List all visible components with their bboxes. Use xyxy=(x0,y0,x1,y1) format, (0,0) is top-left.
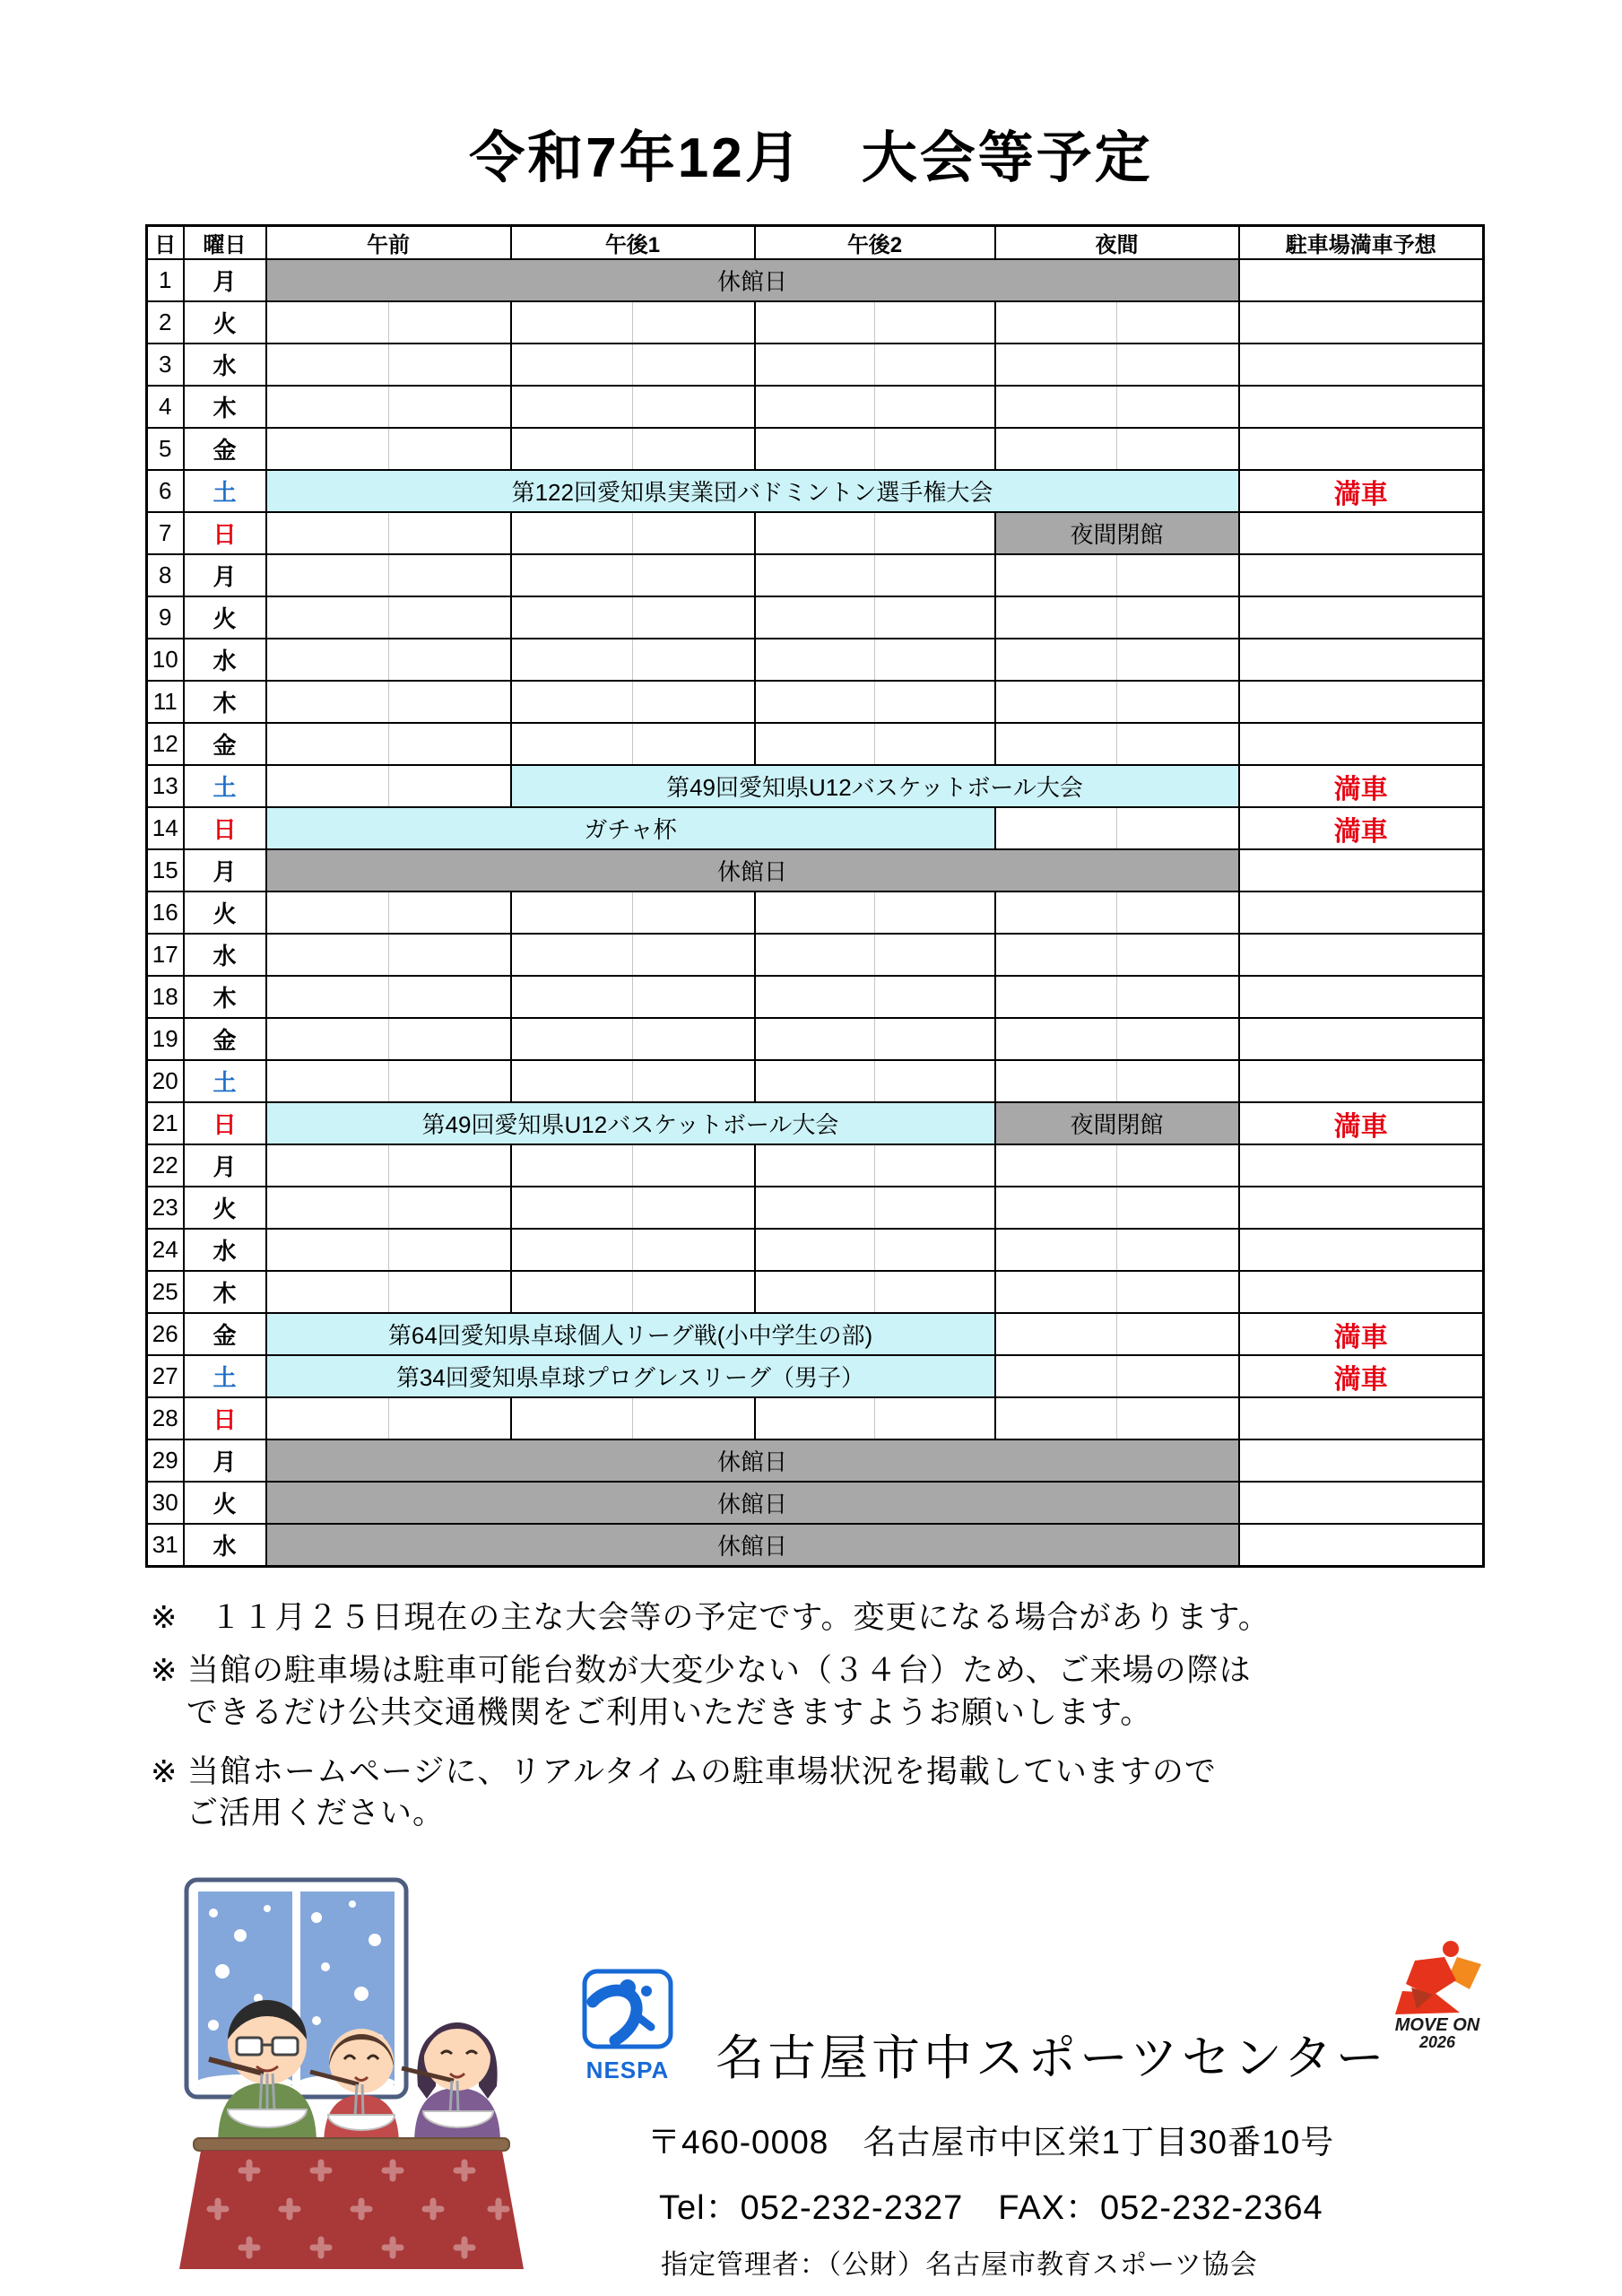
time-cell xyxy=(266,765,511,807)
parking-cell xyxy=(1239,934,1484,976)
time-cell xyxy=(755,344,995,386)
time-cell xyxy=(995,344,1239,386)
time-cell xyxy=(995,1187,1239,1229)
parking-cell xyxy=(1239,681,1484,723)
time-cell xyxy=(511,344,755,386)
time-cell xyxy=(511,428,755,470)
closed-cell: 休館日 xyxy=(266,1524,1239,1567)
time-cell xyxy=(266,1144,511,1187)
parking-cell xyxy=(1239,596,1484,639)
time-cell xyxy=(995,428,1239,470)
time-cell xyxy=(266,891,511,934)
closed-cell: 休館日 xyxy=(266,849,1239,891)
time-cell xyxy=(995,1018,1239,1060)
header-weekday: 曜日 xyxy=(184,226,266,260)
parking-cell xyxy=(1239,639,1484,681)
day-cell: 11 xyxy=(147,681,184,723)
table-row xyxy=(147,554,1484,596)
day-cell: 7 xyxy=(147,512,184,554)
table-row xyxy=(147,386,1484,428)
time-cell xyxy=(995,1060,1239,1102)
day-cell: 4 xyxy=(147,386,184,428)
day-cell: 2 xyxy=(147,301,184,344)
parking-cell xyxy=(1239,301,1484,344)
moveon-text-line1: MOVE ON xyxy=(1394,2015,1480,2035)
time-cell xyxy=(995,1355,1239,1397)
time-cell xyxy=(755,1144,995,1187)
table-row xyxy=(147,807,1484,849)
day-cell: 29 xyxy=(147,1439,184,1482)
time-cell xyxy=(755,681,995,723)
weekday-cell: 火 xyxy=(184,301,266,344)
day-cell: 17 xyxy=(147,934,184,976)
day-cell: 21 xyxy=(147,1102,184,1144)
time-cell xyxy=(511,723,755,765)
weekday-cell: 木 xyxy=(184,681,266,723)
table-row xyxy=(147,976,1484,1018)
parking-cell xyxy=(1239,1271,1484,1313)
facility-address: 〒460-0008 名古屋市中区栄1丁目30番10号 xyxy=(647,2124,1335,2161)
parking-cell xyxy=(1239,1144,1484,1187)
parking-cell xyxy=(1239,1439,1484,1482)
weekday-cell: 土 xyxy=(184,765,266,807)
day-cell: 24 xyxy=(147,1229,184,1271)
time-cell xyxy=(511,891,755,934)
table-row xyxy=(147,1439,1484,1482)
closed-cell: 休館日 xyxy=(266,1482,1239,1524)
day-cell: 6 xyxy=(147,470,184,512)
time-cell xyxy=(511,512,755,554)
event-cell: 第122回愛知県実業団バドミントン選手権大会 xyxy=(266,470,1239,512)
time-cell xyxy=(755,554,995,596)
day-cell: 20 xyxy=(147,1060,184,1102)
event-cell: 第64回愛知県卓球個人リーグ戦(小中学生の部) xyxy=(266,1313,995,1355)
weekday-cell: 水 xyxy=(184,1524,266,1567)
table-row xyxy=(147,934,1484,976)
table-row xyxy=(147,1187,1484,1229)
move-on-2026-graphic xyxy=(1379,1935,1496,2052)
time-cell xyxy=(266,976,511,1018)
time-cell xyxy=(755,1187,995,1229)
time-cell xyxy=(266,723,511,765)
day-cell: 12 xyxy=(147,723,184,765)
time-cell xyxy=(511,1271,755,1313)
time-cell xyxy=(755,891,995,934)
day-cell: 19 xyxy=(147,1018,184,1060)
table-row xyxy=(147,259,1484,301)
time-cell xyxy=(995,596,1239,639)
time-cell xyxy=(995,1313,1239,1355)
time-cell xyxy=(266,1060,511,1102)
parking-cell xyxy=(1239,428,1484,470)
weekday-cell: 火 xyxy=(184,891,266,934)
day-cell: 30 xyxy=(147,1482,184,1524)
table-row xyxy=(147,1271,1484,1313)
table-row xyxy=(147,512,1484,554)
table-row xyxy=(147,1397,1484,1439)
time-cell xyxy=(755,1060,995,1102)
time-cell xyxy=(995,639,1239,681)
day-cell: 8 xyxy=(147,554,184,596)
day-cell: 13 xyxy=(147,765,184,807)
day-cell: 26 xyxy=(147,1313,184,1355)
facility-tel-fax: Tel：052-232-2327 FAX：052-232-2364 xyxy=(659,2189,1323,2227)
header-day: 日 xyxy=(147,226,184,260)
parking-cell xyxy=(1239,554,1484,596)
weekday-cell: 火 xyxy=(184,1187,266,1229)
designated-manager: 指定管理者：（公財）名古屋市教育スポーツ協会 xyxy=(661,2250,1258,2280)
day-cell: 23 xyxy=(147,1187,184,1229)
nespa-logo-graphic xyxy=(581,1968,674,2050)
table-row xyxy=(147,765,1484,807)
table-row xyxy=(147,470,1484,512)
table-header-row xyxy=(147,226,1484,260)
weekday-cell: 月 xyxy=(184,1144,266,1187)
time-cell xyxy=(266,639,511,681)
weekday-cell: 木 xyxy=(184,386,266,428)
parking-cell xyxy=(1239,723,1484,765)
note-homepage-realtime-2: ご活用ください。 xyxy=(186,1796,446,1831)
day-cell: 14 xyxy=(147,807,184,849)
closed-cell: 休館日 xyxy=(266,259,1239,301)
time-cell xyxy=(266,681,511,723)
table-row xyxy=(147,891,1484,934)
weekday-cell: 火 xyxy=(184,596,266,639)
weekday-cell: 日 xyxy=(184,807,266,849)
event-cell: 第34回愛知県卓球プログレスリーグ（男子） xyxy=(266,1355,995,1397)
time-cell xyxy=(266,512,511,554)
parking-cell: 満車 xyxy=(1239,470,1484,512)
time-cell xyxy=(266,301,511,344)
day-cell: 9 xyxy=(147,596,184,639)
mother-figure xyxy=(402,2022,500,2144)
time-cell xyxy=(755,976,995,1018)
closed-cell: 休館日 xyxy=(266,1439,1239,1482)
table-row xyxy=(147,849,1484,891)
closed-cell: 夜間閉館 xyxy=(995,512,1239,554)
time-cell xyxy=(511,976,755,1018)
table-row xyxy=(147,1482,1484,1524)
parking-cell: 満車 xyxy=(1239,1355,1484,1397)
parking-cell xyxy=(1239,259,1484,301)
weekday-cell: 日 xyxy=(184,512,266,554)
day-cell: 22 xyxy=(147,1144,184,1187)
time-cell xyxy=(511,386,755,428)
day-cell: 18 xyxy=(147,976,184,1018)
weekday-cell: 土 xyxy=(184,1355,266,1397)
time-cell xyxy=(266,1187,511,1229)
weekday-cell: 金 xyxy=(184,1018,266,1060)
weekday-cell: 木 xyxy=(184,1271,266,1313)
weekday-cell: 水 xyxy=(184,934,266,976)
weekday-cell: 水 xyxy=(184,1229,266,1271)
time-cell xyxy=(266,386,511,428)
note-parking-limited-2: できるだけ公共交通機関をご利用いただきますようお願いします。 xyxy=(186,1695,1153,1730)
parking-cell: 満車 xyxy=(1239,807,1484,849)
time-cell xyxy=(266,596,511,639)
table-row xyxy=(147,1060,1484,1102)
time-cell xyxy=(995,976,1239,1018)
table-row xyxy=(147,1144,1484,1187)
weekday-cell: 火 xyxy=(184,1482,266,1524)
time-cell xyxy=(755,723,995,765)
time-cell xyxy=(511,1229,755,1271)
parking-cell xyxy=(1239,344,1484,386)
moveon-text-line2: 2026 xyxy=(1418,2033,1456,2051)
table-row xyxy=(147,1229,1484,1271)
time-cell xyxy=(511,1060,755,1102)
event-cell: ガチャ杯 xyxy=(266,807,995,849)
time-cell xyxy=(266,428,511,470)
parking-cell xyxy=(1239,1060,1484,1102)
day-cell: 3 xyxy=(147,344,184,386)
table-row xyxy=(147,344,1484,386)
time-cell xyxy=(995,1397,1239,1439)
time-cell xyxy=(755,301,995,344)
time-cell xyxy=(995,1271,1239,1313)
weekday-cell: 月 xyxy=(184,849,266,891)
weekday-cell: 日 xyxy=(184,1102,266,1144)
closed-cell: 夜間閉館 xyxy=(995,1102,1239,1144)
weekday-cell: 月 xyxy=(184,1439,266,1482)
event-cell: 第49回愛知県U12バスケットボール大会 xyxy=(266,1102,995,1144)
time-cell xyxy=(995,934,1239,976)
event-cell: 第49回愛知県U12バスケットボール大会 xyxy=(511,765,1239,807)
header-morning: 午前 xyxy=(266,226,511,260)
table-row xyxy=(147,301,1484,344)
note-parking-limited-1: ※ 当館の駐車場は駐車可能台数が大変少ない（３４台）ため、ご来場の際は xyxy=(151,1653,1252,1688)
table-row xyxy=(147,639,1484,681)
time-cell xyxy=(755,1397,995,1439)
time-cell xyxy=(755,512,995,554)
page-title: 令和7年12月 大会等予定 xyxy=(469,127,1153,189)
time-cell xyxy=(755,1271,995,1313)
weekday-cell: 月 xyxy=(184,259,266,301)
table-row xyxy=(147,428,1484,470)
time-cell xyxy=(511,1018,755,1060)
weekday-cell: 月 xyxy=(184,554,266,596)
time-cell xyxy=(266,934,511,976)
kotatsu-scene-graphic xyxy=(133,1873,527,2276)
note-current-as-of: ※ １１月２５日現在の主な大会等の予定です。変更になる場合があります。 xyxy=(151,1600,1271,1635)
parking-cell xyxy=(1239,1229,1484,1271)
table-row xyxy=(147,1355,1484,1397)
day-cell: 31 xyxy=(147,1524,184,1567)
time-cell xyxy=(995,681,1239,723)
schedule-table-body xyxy=(147,259,1484,1567)
parking-cell xyxy=(1239,1482,1484,1524)
weekday-cell: 日 xyxy=(184,1397,266,1439)
parking-cell xyxy=(1239,976,1484,1018)
time-cell xyxy=(511,1144,755,1187)
time-cell xyxy=(995,891,1239,934)
time-cell xyxy=(755,934,995,976)
time-cell xyxy=(755,1229,995,1271)
time-cell xyxy=(266,554,511,596)
table-row xyxy=(147,1102,1484,1144)
weekday-cell: 木 xyxy=(184,976,266,1018)
table-row xyxy=(147,1018,1484,1060)
header-parking-forecast: 駐車場満車予想 xyxy=(1239,226,1484,260)
weekday-cell: 水 xyxy=(184,344,266,386)
parking-cell xyxy=(1239,849,1484,891)
table-row xyxy=(147,596,1484,639)
time-cell xyxy=(755,596,995,639)
time-cell xyxy=(511,301,755,344)
time-cell xyxy=(755,428,995,470)
parking-cell xyxy=(1239,891,1484,934)
day-cell: 10 xyxy=(147,639,184,681)
event-schedule-table xyxy=(145,224,1485,1568)
day-cell: 1 xyxy=(147,259,184,301)
time-cell xyxy=(995,723,1239,765)
header-afternoon1: 午後1 xyxy=(511,226,755,260)
day-cell: 5 xyxy=(147,428,184,470)
time-cell xyxy=(511,934,755,976)
header-afternoon2: 午後2 xyxy=(755,226,995,260)
weekday-cell: 土 xyxy=(184,1060,266,1102)
table-row xyxy=(147,1313,1484,1355)
time-cell xyxy=(511,639,755,681)
parking-cell xyxy=(1239,512,1484,554)
parking-cell xyxy=(1239,1018,1484,1060)
header-night: 夜間 xyxy=(995,226,1239,260)
time-cell xyxy=(266,1397,511,1439)
time-cell xyxy=(755,386,995,428)
note-homepage-realtime-1: ※ 当館ホームページに、リアルタイムの駐車場状況を掲載していますので xyxy=(151,1754,1217,1789)
family-kotatsu-illustration xyxy=(133,1873,527,2281)
parking-cell: 満車 xyxy=(1239,765,1484,807)
table-row xyxy=(147,681,1484,723)
time-cell xyxy=(995,1229,1239,1271)
time-cell xyxy=(995,301,1239,344)
nespa-label: NESPA xyxy=(585,2057,670,2083)
time-cell xyxy=(755,1018,995,1060)
day-cell: 28 xyxy=(147,1397,184,1439)
parking-cell xyxy=(1239,1187,1484,1229)
time-cell xyxy=(995,554,1239,596)
weekday-cell: 金 xyxy=(184,1313,266,1355)
parking-cell xyxy=(1239,386,1484,428)
time-cell xyxy=(995,1144,1239,1187)
weekday-cell: 金 xyxy=(184,428,266,470)
time-cell xyxy=(511,1187,755,1229)
time-cell xyxy=(266,1018,511,1060)
parking-cell xyxy=(1239,1397,1484,1439)
time-cell xyxy=(266,344,511,386)
time-cell xyxy=(511,1397,755,1439)
weekday-cell: 金 xyxy=(184,723,266,765)
weekday-cell: 土 xyxy=(184,470,266,512)
time-cell xyxy=(755,639,995,681)
move-on-2026-logo xyxy=(1379,1935,1496,2057)
time-cell xyxy=(511,596,755,639)
time-cell xyxy=(511,681,755,723)
day-cell: 27 xyxy=(147,1355,184,1397)
nespa-logo xyxy=(581,1968,674,2084)
parking-cell xyxy=(1239,1524,1484,1567)
time-cell xyxy=(266,1229,511,1271)
facility-name: 名古屋市中スポーツセンター xyxy=(716,2031,1388,2085)
parking-cell: 満車 xyxy=(1239,1102,1484,1144)
weekday-cell: 水 xyxy=(184,639,266,681)
table-row xyxy=(147,723,1484,765)
day-cell: 15 xyxy=(147,849,184,891)
day-cell: 25 xyxy=(147,1271,184,1313)
day-cell: 16 xyxy=(147,891,184,934)
time-cell xyxy=(266,1271,511,1313)
table-row xyxy=(147,1524,1484,1567)
time-cell xyxy=(511,554,755,596)
time-cell xyxy=(995,807,1239,849)
parking-cell: 満車 xyxy=(1239,1313,1484,1355)
time-cell xyxy=(995,386,1239,428)
